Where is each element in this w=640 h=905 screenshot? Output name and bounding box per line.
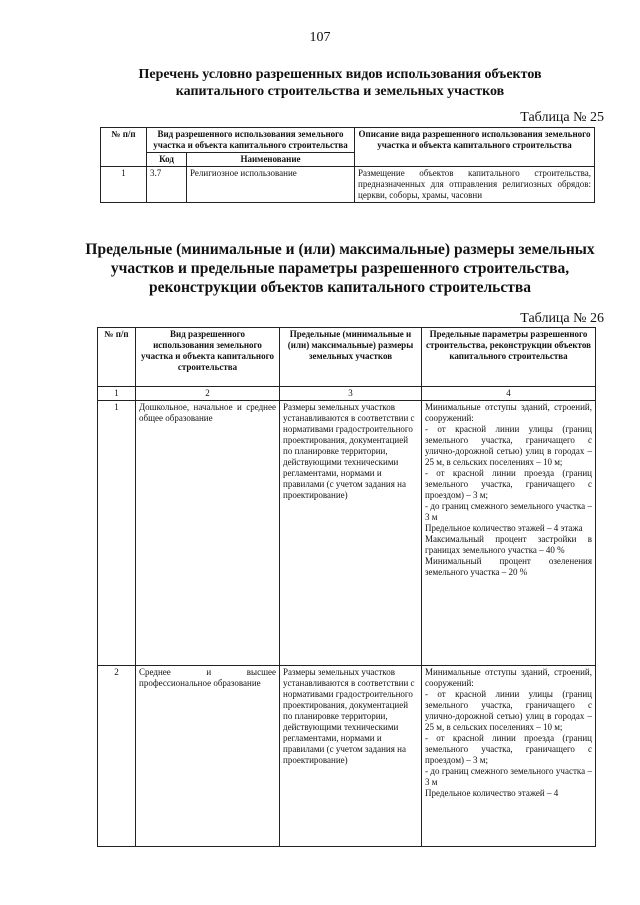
heading-line: Перечень условно разрешенных видов использования объектов [138,67,542,82]
header-description: Описание вида разрешенного использования земельного участка и объекта капитального строительства [355,128,595,167]
cell-params [422,401,596,666]
column-number-row [98,387,596,401]
param-line: - от красной линии улицы (границ земельного участка, граничащего с улично-дорожной сетью) улиц в городах – 25 м, в сельских поселениях – 10 м; [425,689,592,732]
table-row [101,167,595,203]
table-26-label: Таблица № 26 [520,311,604,326]
table-25-label: Таблица № 25 [520,110,604,125]
cell-kind: Среднее и высшее профессиональное образование [136,666,280,847]
header-size: Предельные (минимальные и (или) максимальные) размеры земельных участков [280,328,422,387]
header-name: Наименование [187,153,355,167]
cell-name: Религиозное использование [187,167,355,203]
header-num: № п/п [101,128,147,167]
header-num: № п/п [98,328,136,387]
param-line: - от красной линии проезда (границ земельного участка, граничащего с проездом) – 3 м; [425,733,592,765]
heading-line: участков и предельные параметры разрешенного строительства, [110,260,570,277]
col-num-4: 4 [422,387,596,401]
header-kind: Вид разрешенного использования земельного участка и объекта капитального строительства [147,128,355,153]
cell-code: 3.7 [147,167,187,203]
col-num-1: 1 [98,387,136,401]
table-header-row [98,328,596,387]
param-line: Максимальный процент застройки в границах земельного участка – 40 % [425,534,592,555]
heading-line: реконструкции объектов капитального строительства [149,279,531,296]
table-26 [97,327,596,847]
param-line: Минимальные отступы зданий, строений, сооружений: [425,402,592,423]
param-line: - до границ смежного земельного участка – 3 м [425,766,592,787]
param-line: Минимальные отступы зданий, строений, сооружений: [425,667,592,688]
header-code: Код [147,153,187,167]
col-num-2: 2 [136,387,280,401]
param-line: Минимальный процент озеленения земельного участка – 20 % [425,556,592,577]
table-header-row [101,128,595,153]
cell-num: 2 [98,666,136,847]
param-line: - от красной линии улицы (границ земельного участка, граничащего с улично-дорожной сетью) улиц в городах – 25 м, в сельских поселениях – 10 м; [425,424,592,467]
table-25 [100,127,595,203]
param-line: - от красной линии проезда (границ земельного участка, граничащего с проездом) – 3 м; [425,468,592,500]
cell-num: 1 [101,167,147,203]
param-line: Предельное количество этажей – 4 этажа [425,523,583,533]
table-row [98,666,596,847]
cell-size: Размеры земельных участков устанавливаются в соответствии с нормативами градостроительного проектирования, документацией по планировке территории, действующими техническими регламентами, нормами и правилами (с учетом задания на проектирование) [280,666,422,847]
cell-num: 1 [98,401,136,666]
table-row [98,401,596,666]
cell-size: Размеры земельных участков устанавливаются в соответствии с нормативами градостроительного проектирования, документацией по планировке территории, действующими техническими регламентами, нормами и правилами (с учетом задания на проектирование) [280,401,422,666]
cell-description: Размещение объектов капитального строительства, предназначенных для отправления религиозных обрядов: церкви, соборы, храмы, часовни [355,167,595,203]
heading-conditional-uses [60,66,620,100]
header-kind: Вид разрешенного использования земельного участка и объекта капитального строительства [136,328,280,387]
heading-line: Предельные (минимальные и (или) максимальные) размеры земельных [85,241,595,258]
param-line: - до границ смежного земельного участка – 3 м [425,501,592,522]
header-params: Предельные параметры разрешенного строительства, реконструкции объектов капитального строительства [422,328,596,387]
cell-params [422,666,596,847]
cell-kind: Дошкольное, начальное и среднее общее образование [136,401,280,666]
param-line: Предельное количество этажей – 4 [425,788,559,798]
col-num-3: 3 [280,387,422,401]
heading-limit-parameters [60,240,620,297]
heading-line: капитального строительства и земельных участков [175,84,505,99]
page-number: 107 [309,30,331,45]
